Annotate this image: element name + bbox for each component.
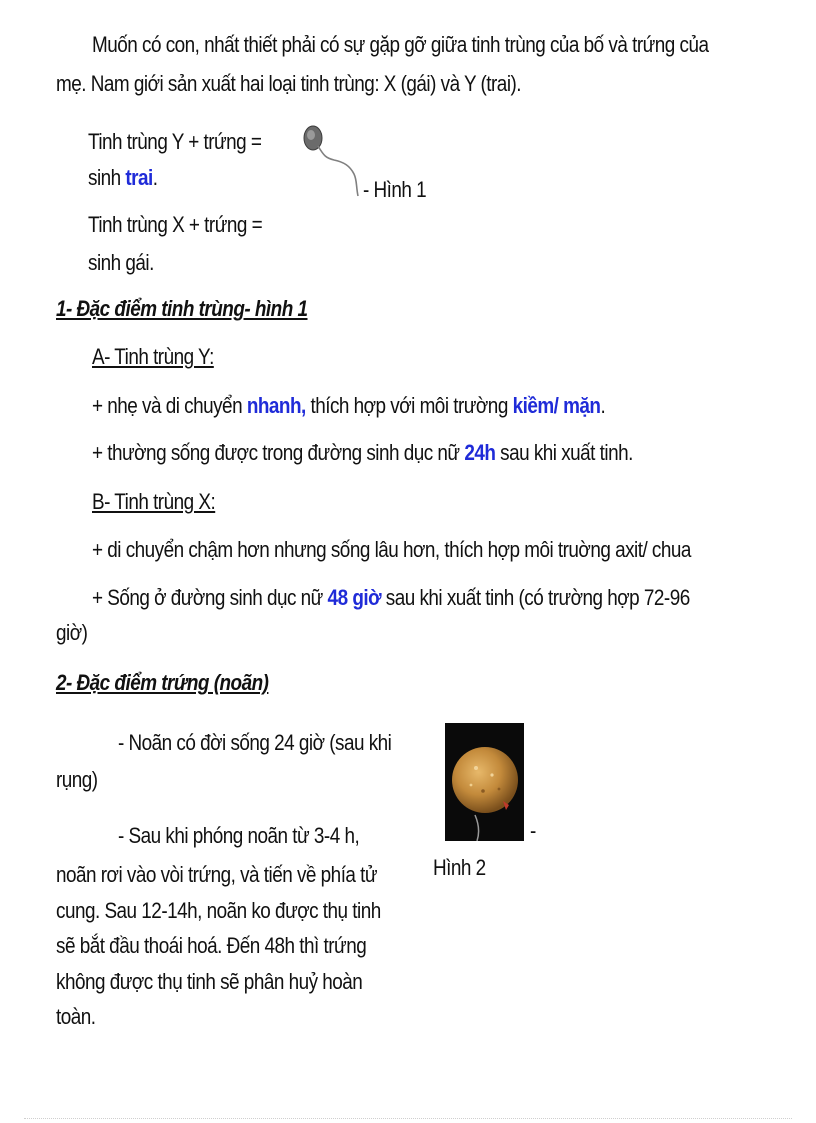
- figure-1-caption: - Hình 1: [363, 177, 427, 202]
- figure-2-caption: Hình 2: [433, 855, 486, 880]
- sperm-y-point-1: + nhẹ và di chuyển nhanh, thích hợp với môi trường kiềm/ mặn.: [92, 393, 606, 418]
- section-1-heading: 1- Đặc điểm tinh trùng- hình 1: [56, 296, 308, 321]
- sperm-x-point-1: + di chuyển chậm hơn nhưng sống lâu hơn, thích hợp môi truờng axit/ chua: [92, 537, 691, 562]
- page-bottom-border: [24, 1118, 792, 1119]
- sperm-figure-1: [300, 120, 366, 204]
- intro-line-1: Muốn có con, nhất thiết phải có sự gặp gỡ giữa tinh trùng của bố và trứng của: [92, 32, 709, 57]
- egg-paragraph-2-line-2: noãn rơi vào vòi trứng, và tiến về phía tử: [56, 862, 378, 887]
- egg-paragraph-1-line-2: rụng): [56, 767, 98, 792]
- sperm-x-point-2: + Sống ở đường sinh dục nữ 48 giờ sau khi xuất tinh (có trường hợp 72-96: [92, 585, 690, 610]
- subheading-sperm-y: A- Tinh trùng Y:: [92, 344, 214, 369]
- egg-paragraph-2-line-5: không được thụ tinh sẽ phân huỷ hoàn: [56, 969, 363, 994]
- intro-line-2: mẹ. Nam giới sản xuất hai loại tinh trùng: X (gái) và Y (trai).: [56, 71, 522, 96]
- equation-x-line-2: sinh gái.: [88, 250, 154, 275]
- egg-figure-2: [445, 723, 524, 841]
- result-boy: trai: [125, 165, 153, 190]
- egg-paragraph-2-line-1: - Sau khi phóng noãn từ 3-4 h,: [118, 823, 360, 848]
- sperm-x-point-2-cont: giờ): [56, 620, 88, 645]
- egg-paragraph-2-line-4: sẽ bắt đầu thoái hoá. Đến 48h thì trứng: [56, 933, 367, 958]
- equation-x-line-1: Tinh trùng X + trứng =: [88, 212, 263, 237]
- equation-y-line-2: sinh trai.: [88, 165, 158, 190]
- egg-paragraph-1-line-1: - Noãn có đời sống 24 giờ (sau khi: [118, 730, 392, 755]
- sperm-y-point-2: + thường sống được trong đường sinh dục nữ 24h sau khi xuất tinh.: [92, 440, 633, 465]
- subheading-sperm-x: B- Tinh trùng X:: [92, 489, 216, 514]
- figure-2-dash: -: [530, 818, 536, 843]
- egg-paragraph-2-line-6: toàn.: [56, 1004, 96, 1029]
- egg-paragraph-2-line-3: cung. Sau 12-14h, noãn ko được thụ tinh: [56, 898, 381, 923]
- equation-y-line-1: Tinh trùng Y + trứng =: [88, 129, 262, 154]
- section-2-heading: 2- Đặc điểm trứng (noãn): [56, 670, 269, 695]
